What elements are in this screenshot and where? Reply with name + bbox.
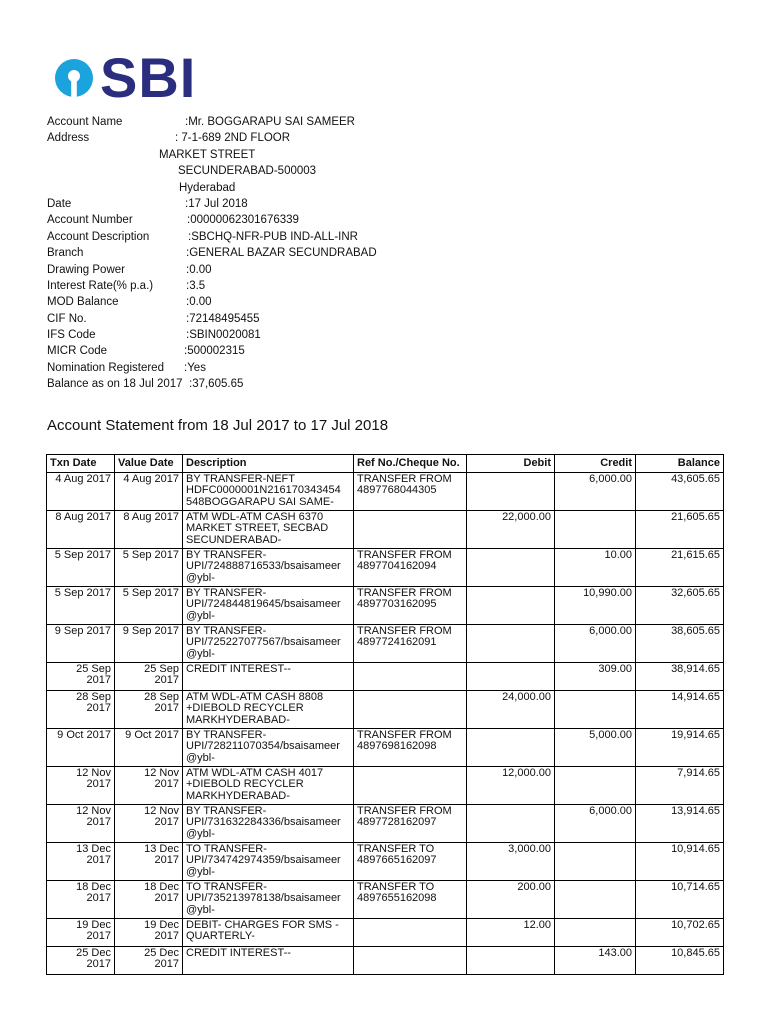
- micr-code-label: MICR Code: [47, 345, 108, 358]
- balance-cell: 10,702.65: [636, 919, 724, 947]
- credit-cell: 10,990.00: [555, 587, 636, 625]
- sbi-logo: [54, 46, 197, 109]
- description-cell: BY TRANSFER- UPI/724888716533/bsaisameer @ybl-: [183, 549, 354, 587]
- sbi-keyhole-icon: [54, 58, 94, 98]
- debit-cell: 24,000.00: [467, 691, 555, 729]
- txn-date-cell: 19 Dec 2017: [47, 919, 115, 947]
- debit-cell: 22,000.00: [467, 511, 555, 549]
- account-number-label: Account Number: [47, 214, 133, 227]
- ref-cell: [354, 511, 467, 549]
- header-credit: Credit: [555, 455, 636, 473]
- value-date-cell: 12 Nov 2017: [115, 805, 183, 843]
- value-date-cell: 13 Dec 2017: [115, 843, 183, 881]
- description-cell: ATM WDL-ATM CASH 8808 +DIEBOLD RECYCLER MARKHYDERABAD-: [183, 691, 354, 729]
- branch-value: :GENERAL BAZAR SECUNDRABAD: [186, 247, 377, 260]
- ref-cell: TRANSFER FROM 4897728162097: [354, 805, 467, 843]
- balance-cell: 13,914.65: [636, 805, 724, 843]
- credit-cell: [555, 767, 636, 805]
- description-cell: CREDIT INTEREST--: [183, 947, 354, 975]
- debit-cell: [467, 805, 555, 843]
- ref-cell: [354, 767, 467, 805]
- cif-label: CIF No.: [47, 312, 87, 325]
- opening-balance-value: :37,605.65: [189, 378, 244, 391]
- value-date-cell: 9 Oct 2017: [115, 729, 183, 767]
- table-row: [47, 881, 724, 919]
- balance-cell: 19,914.65: [636, 729, 724, 767]
- description-cell: TO TRANSFER- UPI/735213978138/bsaisameer @ybl-: [183, 881, 354, 919]
- debit-cell: 12,000.00: [467, 767, 555, 805]
- table-row: [47, 663, 724, 691]
- txn-date-cell: 13 Dec 2017: [47, 843, 115, 881]
- description-cell: TO TRANSFER- UPI/734742974359/bsaisameer @ybl-: [183, 843, 354, 881]
- txn-date-cell: 18 Dec 2017: [47, 881, 115, 919]
- balance-cell: 38,914.65: [636, 663, 724, 691]
- debit-cell: [467, 473, 555, 511]
- value-date-cell: 5 Sep 2017: [115, 587, 183, 625]
- address-line-1: : 7-1-689 2ND FLOOR: [175, 132, 291, 145]
- credit-cell: 6,000.00: [555, 625, 636, 663]
- description-cell: BY TRANSFER- UPI/725227077567/bsaisameer @ybl-: [183, 625, 354, 663]
- table-row: [47, 511, 724, 549]
- account-description-value: :SBCHQ-NFR-PUB IND-ALL-INR: [188, 230, 358, 243]
- opening-balance-label: Balance as on 18 Jul 2017: [47, 378, 183, 391]
- debit-cell: 12.00: [467, 919, 555, 947]
- ref-cell: TRANSFER TO 4897655162098: [354, 881, 467, 919]
- balance-cell: 10,714.65: [636, 881, 724, 919]
- value-date-cell: 8 Aug 2017: [115, 511, 183, 549]
- drawing-power-value: :0.00: [186, 263, 212, 276]
- account-name-label: Account Name: [47, 116, 123, 128]
- credit-cell: 6,000.00: [555, 473, 636, 511]
- ref-cell: TRANSFER TO 4897665162097: [354, 843, 467, 881]
- txn-date-cell: 9 Oct 2017: [47, 729, 115, 767]
- table-row: [47, 625, 724, 663]
- txn-date-cell: 9 Sep 2017: [47, 625, 115, 663]
- value-date-cell: 4 Aug 2017: [115, 473, 183, 511]
- balance-cell: 32,605.65: [636, 587, 724, 625]
- ref-cell: TRANSFER FROM 4897703162095: [354, 587, 467, 625]
- value-date-cell: 19 Dec 2017: [115, 919, 183, 947]
- ref-cell: TRANSFER FROM 4897698162098: [354, 729, 467, 767]
- address-line-3: SECUNDERABAD-500003: [178, 165, 317, 178]
- table-row: [47, 691, 724, 729]
- credit-cell: 143.00: [555, 947, 636, 975]
- header-txn-date: Txn Date: [47, 455, 115, 473]
- ref-cell: [354, 919, 467, 947]
- address-line-4: Hyderabad: [179, 181, 236, 194]
- mod-balance-value: :0.00: [186, 296, 212, 309]
- value-date-cell: 25 Dec 2017: [115, 947, 183, 975]
- value-date-cell: 25 Sep 2017: [115, 663, 183, 691]
- value-date-cell: 18 Dec 2017: [115, 881, 183, 919]
- description-cell: ATM WDL-ATM CASH 6370 MARKET STREET, SECBAD SECUNDERABAD-: [183, 511, 354, 549]
- date-label: Date: [47, 197, 72, 210]
- description-cell: ATM WDL-ATM CASH 4017 +DIEBOLD RECYCLER MARKHYDERABAD-: [183, 767, 354, 805]
- description-cell: DEBIT- CHARGES FOR SMS - QUARTERLY-: [183, 919, 354, 947]
- txn-date-cell: 25 Sep 2017: [47, 663, 115, 691]
- interest-rate-value: :3.5: [186, 279, 206, 292]
- description-cell: CREDIT INTEREST--: [183, 663, 354, 691]
- micr-code-value: :500002315: [184, 345, 245, 358]
- ref-cell: TRANSFER FROM 4897768044305: [354, 473, 467, 511]
- debit-cell: 200.00: [467, 881, 555, 919]
- nomination-label: Nomination Registered: [47, 361, 164, 374]
- ifs-code-value: :SBIN0020081: [186, 329, 261, 342]
- credit-cell: [555, 919, 636, 947]
- date-value: :17 Jul 2018: [185, 197, 248, 210]
- header-balance: Balance: [636, 455, 724, 473]
- txn-date-cell: 12 Nov 2017: [47, 805, 115, 843]
- table-row: [47, 549, 724, 587]
- ref-cell: [354, 947, 467, 975]
- txn-date-cell: 25 Dec 2017: [47, 947, 115, 975]
- address-line-2: MARKET STREET: [159, 148, 256, 161]
- sbi-logo-text: SBI: [100, 46, 197, 109]
- transactions-table: [46, 454, 724, 975]
- nomination-value: :Yes: [184, 361, 206, 374]
- branch-label: Branch: [47, 247, 84, 260]
- debit-cell: [467, 549, 555, 587]
- debit-cell: [467, 663, 555, 691]
- balance-cell: 14,914.65: [636, 691, 724, 729]
- txn-date-cell: 5 Sep 2017: [47, 549, 115, 587]
- txn-date-cell: 12 Nov 2017: [47, 767, 115, 805]
- header-ref: Ref No./Cheque No.: [354, 455, 467, 473]
- description-cell: BY TRANSFER- UPI/728211070354/bsaisameer @ybl-: [183, 729, 354, 767]
- description-cell: BY TRANSFER- UPI/724844819645/bsaisameer @ybl-: [183, 587, 354, 625]
- debit-cell: [467, 625, 555, 663]
- account-description-label: Account Description: [47, 230, 150, 243]
- header-debit: Debit: [467, 455, 555, 473]
- credit-cell: 309.00: [555, 663, 636, 691]
- debit-cell: 3,000.00: [467, 843, 555, 881]
- debit-cell: [467, 729, 555, 767]
- balance-cell: 10,845.65: [636, 947, 724, 975]
- txn-date-cell: 4 Aug 2017: [47, 473, 115, 511]
- txn-date-cell: 5 Sep 2017: [47, 587, 115, 625]
- debit-cell: [467, 587, 555, 625]
- ref-cell: [354, 663, 467, 691]
- header-value-date: Value Date: [115, 455, 183, 473]
- balance-cell: 38,605.65: [636, 625, 724, 663]
- table-row: [47, 919, 724, 947]
- ref-cell: [354, 691, 467, 729]
- drawing-power-label: Drawing Power: [47, 263, 125, 276]
- value-date-cell: 12 Nov 2017: [115, 767, 183, 805]
- table-row: [47, 729, 724, 767]
- credit-cell: [555, 691, 636, 729]
- account-name-value: :Mr. BOGGARAPU SAI SAMEER: [185, 116, 355, 128]
- table-row: [47, 947, 724, 975]
- credit-cell: 5,000.00: [555, 729, 636, 767]
- interest-rate-label: Interest Rate(% p.a.): [47, 279, 154, 292]
- statement-title: Account Statement from 18 Jul 2017 to 17 Jul 2018: [47, 417, 389, 434]
- table-row: [47, 587, 724, 625]
- credit-cell: 6,000.00: [555, 805, 636, 843]
- ifs-code-label: IFS Code: [47, 329, 96, 342]
- ref-cell: TRANSFER FROM 4897704162094: [354, 549, 467, 587]
- table-row: [47, 767, 724, 805]
- debit-cell: [467, 947, 555, 975]
- balance-cell: 21,605.65: [636, 511, 724, 549]
- balance-cell: 43,605.65: [636, 473, 724, 511]
- txn-date-cell: 8 Aug 2017: [47, 511, 115, 549]
- credit-cell: [555, 843, 636, 881]
- balance-cell: 7,914.65: [636, 767, 724, 805]
- table-row: [47, 473, 724, 511]
- balance-cell: 10,914.65: [636, 843, 724, 881]
- cif-value: :72148495455: [186, 312, 260, 325]
- table-row: [47, 805, 724, 843]
- credit-cell: [555, 881, 636, 919]
- value-date-cell: 9 Sep 2017: [115, 625, 183, 663]
- description-cell: BY TRANSFER- UPI/731632284336/bsaisameer @ybl-: [183, 805, 354, 843]
- ref-cell: TRANSFER FROM 4897724162091: [354, 625, 467, 663]
- credit-cell: [555, 511, 636, 549]
- balance-cell: 21,615.65: [636, 549, 724, 587]
- value-date-cell: 5 Sep 2017: [115, 549, 183, 587]
- description-cell: BY TRANSFER-NEFT HDFC0000001N216170343454 548BOGGARAPU SAI SAME-: [183, 473, 354, 511]
- table-row: [47, 843, 724, 881]
- table-header-row: [47, 455, 724, 473]
- value-date-cell: 28 Sep 2017: [115, 691, 183, 729]
- account-number-value: :00000062301676339: [187, 214, 299, 227]
- header-description: Description: [183, 455, 354, 473]
- mod-balance-label: MOD Balance: [47, 296, 119, 309]
- address-label: Address: [47, 132, 90, 145]
- credit-cell: 10.00: [555, 549, 636, 587]
- txn-date-cell: 28 Sep 2017: [47, 691, 115, 729]
